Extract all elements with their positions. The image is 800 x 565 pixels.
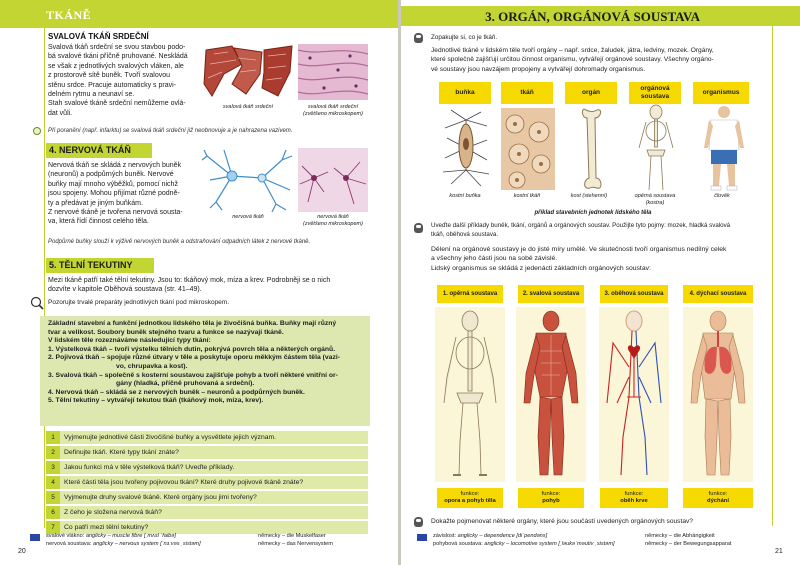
nerve-line: Nervová tkáň se skládá z nervových buněk bbox=[48, 162, 182, 169]
muscle-heading: SVALOVÁ TKÁŇ SRDEČNÍ bbox=[48, 32, 149, 41]
summary-line: gány (hladká, příčně pruhovaná a srdeční). bbox=[116, 380, 255, 388]
level-caption: kostní tkáň bbox=[513, 193, 541, 199]
page-number-right: 21 bbox=[775, 548, 783, 555]
function-label: funkce: bbox=[460, 491, 480, 497]
nerve-caption-2 bbox=[298, 214, 368, 227]
system-function bbox=[437, 488, 503, 508]
caption-line: (zvětšeno mikroskopem) bbox=[303, 110, 363, 117]
system-title: 4. dýchací soustava bbox=[683, 285, 753, 303]
glossary-de: německy – das Nervensystem bbox=[258, 541, 333, 547]
nerve-note: Podpůrné buňky slouží k výživě nervových buněk a odstraňování odpadních látek z nervové tkáně. bbox=[48, 239, 311, 245]
question-text: Vyjmenujte druhy svalové tkáně. Které orgány jsou jimi tvořeny? bbox=[60, 491, 368, 504]
owl-icon bbox=[414, 517, 423, 527]
question-text: Jakou funkci má v těle výstelková tkáň? Uveďte příklady. bbox=[60, 461, 368, 474]
muscle-line: delném rytmu a neunaví se. bbox=[48, 91, 135, 99]
system-function bbox=[518, 488, 584, 508]
right-glossary bbox=[433, 532, 615, 552]
glossary-de: německy – die Abhängigkeit bbox=[645, 533, 715, 539]
left-header bbox=[0, 0, 398, 28]
nerve-line: va, která řídí činnost celého těla. bbox=[48, 218, 149, 226]
review-questions bbox=[46, 431, 368, 536]
nerve-caption-1: nervová tkáň bbox=[232, 214, 264, 220]
summary-line: tvar a velikost. Soubory buněk stejného tvaru a funkce se nazývají tkáně. bbox=[48, 328, 284, 336]
right-glossary-de bbox=[645, 532, 731, 552]
page-number-left: 20 bbox=[18, 548, 26, 555]
respiratory-illustration bbox=[683, 307, 753, 482]
left-glossary bbox=[46, 532, 201, 552]
cardiac-muscle-micrograph bbox=[298, 44, 368, 100]
muscle-line: Svalová tkáň srdeční se svou stavbou podo- bbox=[48, 44, 186, 51]
skeleton-small-illustration bbox=[633, 104, 679, 192]
left-glossary-de bbox=[258, 532, 333, 552]
system-function bbox=[600, 488, 668, 508]
circulatory-illustration bbox=[599, 307, 669, 482]
fluids-line: dozvíte v kapitole Oběhová soustava (str. 41–49). bbox=[48, 286, 202, 294]
function-label: funkce: bbox=[708, 491, 728, 497]
nerve-heading-bar bbox=[46, 143, 152, 158]
muscle-line: bá svalové tkáni příčně pruhované. Neskládá bbox=[48, 53, 188, 61]
question-row bbox=[46, 431, 368, 444]
owl-icon bbox=[414, 223, 423, 233]
system-function bbox=[683, 488, 753, 508]
muscle-caption-2 bbox=[298, 104, 368, 117]
function-value: dýchání bbox=[707, 498, 729, 504]
fluids-line: Mezi tkáně patří také tělní tekutiny. Jsou to: tkáňový mok, míza a krev. Podrobněji se o nich bbox=[48, 277, 331, 284]
neuron-micrograph bbox=[298, 148, 368, 212]
right-header bbox=[401, 6, 800, 26]
fluids-heading: 5. TĚLNÍ TEKUTINY bbox=[49, 260, 133, 270]
glossary-en: anglicky – locomotive system [ˌləukəˈməutiv ˌsistəm] bbox=[484, 541, 615, 547]
question-row bbox=[46, 446, 368, 459]
skeleton-panel bbox=[435, 307, 505, 482]
right-page bbox=[401, 0, 800, 565]
function-value: oběh krve bbox=[620, 498, 648, 504]
nerve-line: Z nervové tkáně je tvořena nervová sousta- bbox=[48, 209, 183, 217]
muscle-line: dat vůli. bbox=[48, 109, 73, 117]
glossary-de: německy – der Bewegungsapparat bbox=[645, 541, 732, 547]
summary-line: 2. Pojivová tkáň – spojuje různé útvary v těle a poskytuje oporu měkkým částem těla (vazi- bbox=[48, 354, 340, 362]
fluids-text bbox=[48, 276, 378, 295]
level-caption: kost (stehenní) bbox=[570, 193, 608, 199]
glossary-en: anglicky – dependence [diˈpendəns] bbox=[457, 533, 548, 539]
muscle-note: Při poranění (např. infarktu) se svalová tkáň srdeční již neobnovuje a je nahrazena vazivem. bbox=[48, 128, 293, 134]
muscle-line: z prostorově sítě buněk. Tvoří svalovou bbox=[48, 72, 171, 80]
question-number: 1 bbox=[51, 434, 55, 441]
level-caption: člověk bbox=[714, 193, 730, 199]
question-number: 2 bbox=[51, 449, 55, 456]
question-text: Které části těla jsou tvořeny pojivovou tkání? Které druhy pojivové tkáně znáte? bbox=[60, 476, 368, 489]
summary-line: vo, chrupavka a kost). bbox=[116, 362, 188, 370]
question-text: Vyjmenujte jednotlivé části živočišné buňky a vysvětlete jejich význam. bbox=[60, 431, 368, 444]
question-text: Co patří mezi tělní tekutiny? bbox=[60, 521, 368, 534]
function-value: pohyb bbox=[542, 498, 560, 504]
intro-paragraph bbox=[431, 46, 771, 74]
muscle-line: stěnu srdce. Pracuje automaticky s pravi- bbox=[48, 81, 176, 89]
question-row bbox=[46, 476, 368, 489]
question-row bbox=[46, 461, 368, 474]
question-number: 7 bbox=[51, 524, 55, 531]
info-icon bbox=[33, 127, 41, 135]
nerve-line: buňky mají mnoho výběžků, pomocí nichž bbox=[48, 180, 178, 188]
intro-line: Jednotlivé tkáně v lidském těle tvoří orgány – např. srdce, žaludek, játra, ledviny, mozek. Orgány, bbox=[431, 47, 714, 54]
question-text: Definujte tkáň. Které typy tkání znáte? bbox=[60, 446, 368, 459]
summary-line: V lidském těle rozeznáváme následující typy tkání: bbox=[48, 337, 211, 345]
respiratory-panel bbox=[683, 307, 753, 482]
nerve-line: ty a předávat je jiným buňkám. bbox=[48, 199, 143, 207]
left-page bbox=[0, 0, 398, 565]
bone-cell-illustration bbox=[441, 108, 491, 190]
task-text bbox=[431, 222, 771, 239]
circulatory-panel bbox=[599, 307, 669, 482]
task-line: tkáň, oběhová soustava. bbox=[431, 230, 499, 238]
muscle-line: Stah svalové tkáně srdeční nemůžeme ovlá- bbox=[48, 100, 186, 108]
systems-paragraph bbox=[431, 245, 771, 273]
summary-line: 1. Výstelková tkáň – tvoří výstelku tělních dutin, pokrývá povrch těla a některých orgánů. bbox=[48, 345, 336, 353]
glossary-en: anglicky – muscle fibre [ˌmʌsl ˈfaibə] bbox=[85, 533, 176, 539]
function-value: opora a pohyb těla bbox=[444, 498, 496, 504]
level-box: organismus bbox=[693, 82, 749, 104]
level-box: orgánová soustava bbox=[629, 82, 681, 104]
summary-line: 3. Svalová tkáň – společně s kosterní soustavou zajišťuje pohyb a tvoří některé vnitřní or- bbox=[48, 371, 338, 379]
question-text: Z čeho je složena nervová tkáň? bbox=[60, 506, 368, 519]
question-number: 3 bbox=[51, 464, 55, 471]
summary-line: 4. Nervová tkáň – skládá se z nervových buněk – neuronů a podpůrných buněk. bbox=[48, 388, 305, 396]
nerve-line: (neuronů) a podpůrných buněk. Nervové bbox=[48, 171, 174, 179]
summary-line: 5. Tělní tekutiny – vytvářejí tekutou tkáň (tkáňový mok, míza, krev). bbox=[48, 397, 264, 405]
muscles-panel bbox=[516, 307, 586, 482]
right-header-title: 3. ORGÁN, ORGÁNOVÁ SOUSTAVA bbox=[485, 9, 700, 24]
caption-line: nervová tkáň bbox=[317, 214, 349, 220]
level-box: buňka bbox=[439, 82, 491, 104]
muscle-line: se však z jednotlivých svalových vláken, ale bbox=[48, 62, 184, 70]
caption-line: svalová tkáň srdeční bbox=[307, 104, 359, 110]
human-figure-illustration bbox=[701, 104, 747, 192]
eu-flag-icon bbox=[417, 534, 427, 541]
glossary-term: nervová soustava: bbox=[46, 541, 92, 547]
femur-illustration bbox=[577, 104, 607, 192]
glossary-de: německy – die Muskelfaser bbox=[258, 533, 326, 539]
owl-icon bbox=[414, 33, 423, 43]
skeleton-illustration bbox=[435, 307, 505, 482]
system-title: 1. opěrná soustava bbox=[437, 285, 503, 303]
fluids-heading-bar bbox=[46, 258, 154, 273]
system-title: 2. svalová soustava bbox=[518, 285, 584, 303]
systems-line: Dělení na orgánové soustavy je do jisté míry umělé. Ve skutečnosti tvoří organismus nedílný celek bbox=[431, 246, 727, 253]
question-row bbox=[46, 506, 368, 519]
nerve-line: jsou spojeny. Mohou přijímat různé podně- bbox=[48, 190, 180, 198]
muscles-illustration bbox=[516, 307, 586, 482]
eu-flag-icon bbox=[30, 534, 40, 541]
cardiac-muscle-illustration bbox=[202, 44, 294, 100]
glossary-en: anglicky – nervous system [ˈnɜːvəs ˌsistəm] bbox=[92, 541, 201, 547]
left-header-title: TKÁNĚ bbox=[46, 8, 92, 22]
muscle-caption-1: svalová tkáň srdeční bbox=[222, 104, 274, 110]
question-number: 6 bbox=[51, 509, 55, 516]
intro-line: které společně zajišťují určitou činnost organismu, vytvářejí orgánové soustavy. Všechny orgáno- bbox=[431, 56, 714, 64]
intro-small: Zopakujte si, co je tkáň. bbox=[431, 34, 498, 41]
systems-line: Lidský organismus se skládá z jedenácti základních orgánových soustav: bbox=[431, 264, 651, 272]
level-box: orgán bbox=[565, 82, 617, 104]
caption-line: (zvětšeno mikroskopem) bbox=[303, 220, 363, 227]
systems-line: a všechny jeho části jsou na sobě závislé. bbox=[431, 255, 558, 263]
nerve-text bbox=[48, 161, 198, 227]
levels-caption: příklad stavebních jednotek lidského těla bbox=[534, 210, 652, 216]
summary-line: Základní stavební a funkční jednotkou lidského těla je živočišná buňka. Buňky mají různý bbox=[48, 320, 337, 327]
glossary-term: pohybová soustava: bbox=[433, 541, 483, 547]
bottom-question: Dokažte pojmenovat některé orgány, které jsou součástí uvedených orgánových soustav? bbox=[431, 518, 693, 525]
nerve-heading: 4. NERVOVÁ TKÁŇ bbox=[49, 145, 131, 155]
neuron-illustration bbox=[202, 146, 294, 212]
question-number: 4 bbox=[51, 479, 55, 486]
system-title: 3. oběhová soustava bbox=[600, 285, 668, 303]
magnifier-icon bbox=[30, 296, 44, 310]
muscle-text bbox=[48, 43, 198, 118]
intro-line: vé soustavy jsou navzájem propojeny a vytvářejí dohromady organismus. bbox=[431, 65, 646, 73]
task-line: Uveďte další příklady buněk, tkání, orgánů a orgánových soustav. Použijte tyto pojmy: mozek, hladká svalová bbox=[431, 222, 731, 229]
question-number: 5 bbox=[51, 494, 55, 501]
glossary-term: svalové vlákno: bbox=[46, 533, 85, 539]
fluids-note: Pozorujte trvalé preparáty jednotlivých tkání pod mikroskopem. bbox=[48, 299, 230, 306]
level-caption: opěrná soustava (kostra) bbox=[634, 193, 676, 206]
function-label: funkce: bbox=[624, 491, 644, 497]
glossary-term: závislost: bbox=[433, 533, 457, 539]
bone-tissue-illustration bbox=[501, 108, 555, 190]
function-label: funkce: bbox=[541, 491, 561, 497]
level-caption: kostní buňka bbox=[449, 193, 481, 199]
summary-box bbox=[40, 316, 370, 426]
level-box: tkáň bbox=[501, 82, 553, 104]
question-row bbox=[46, 491, 368, 504]
